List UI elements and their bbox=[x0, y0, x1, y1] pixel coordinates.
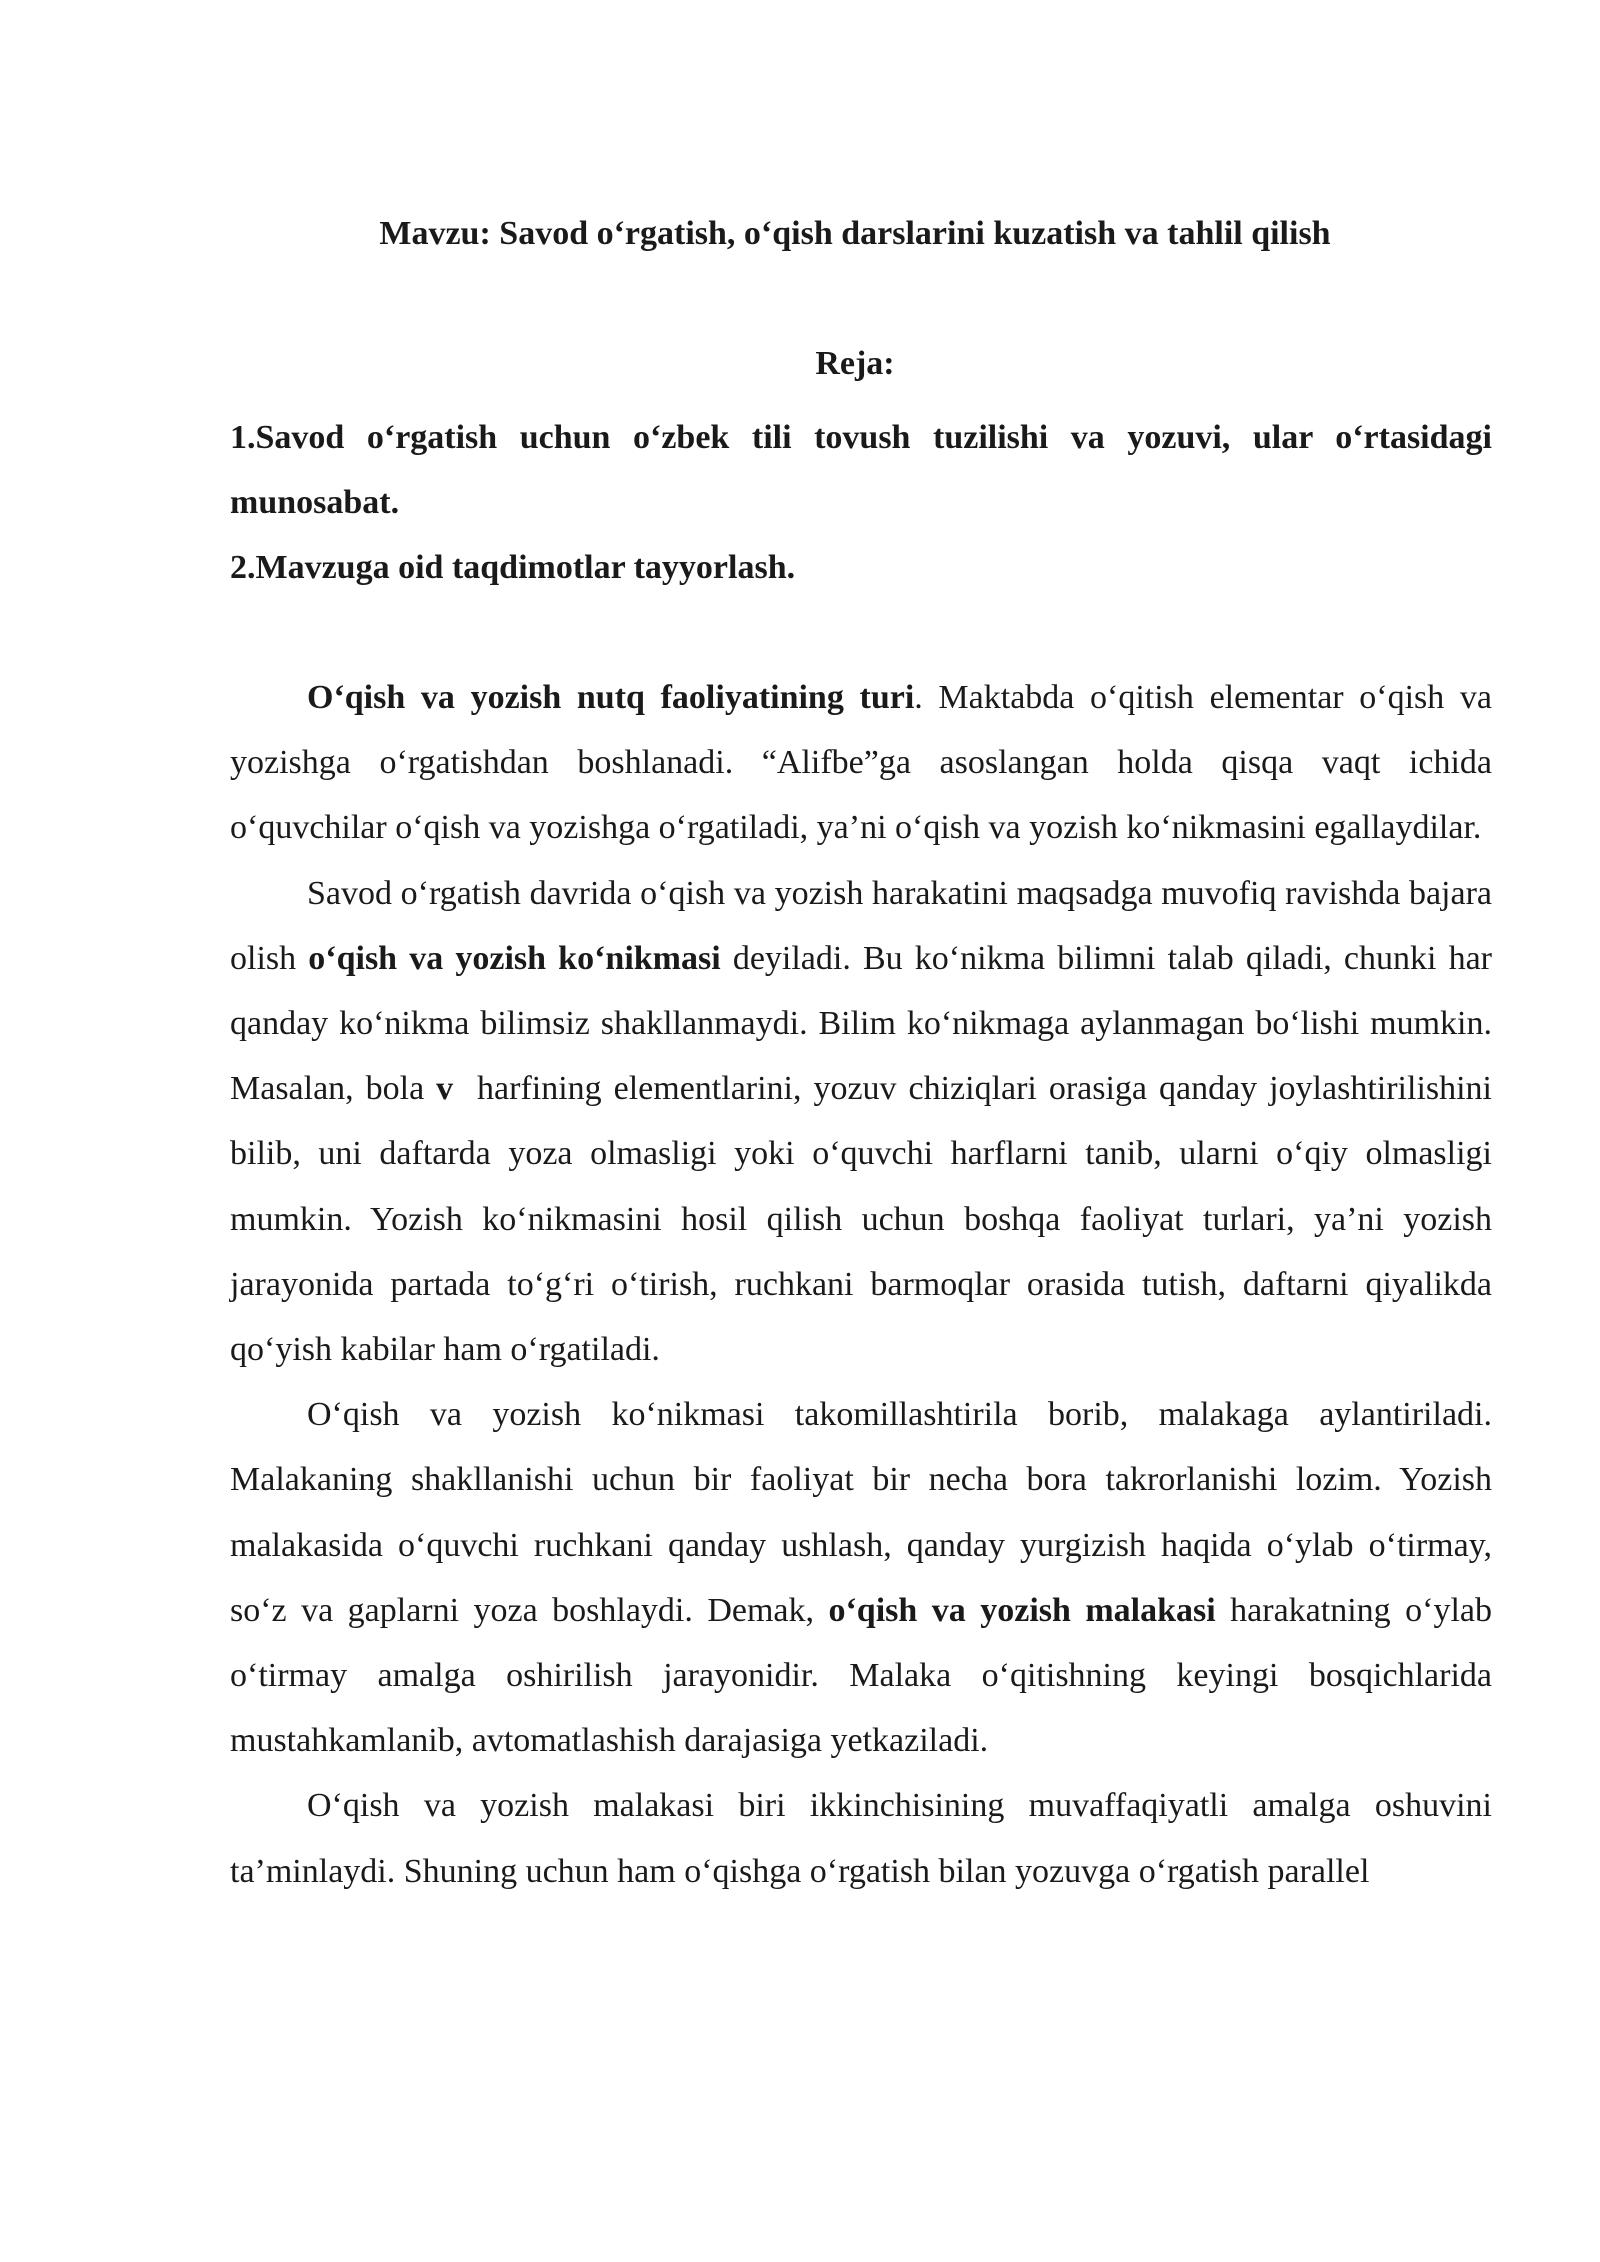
plan-heading: Reja: bbox=[815, 345, 895, 382]
body-text bbox=[230, 665, 1501, 1904]
paragraph-text: O‘qish va yozish ko‘nikmasi takomillashtirila borib, malakaga aylantiriladi. Malakaning shakllanishi uchun bir faoliyat bir necha bora takrorlanishi lozim. Yozish malakasida o‘quvchi ruchkani qanday ushlash, qanday yurgizish haqida o‘ylab o‘tirmay, so‘z va gaplarni yoza boshlaydi. Demak, bbox=[230, 1396, 1492, 1629]
paragraph-text: O‘qish va yozish malakasi biri ikkinchisining muvaffaqiyatli amalga oshuvini ta’minlaydi. Shuning uchun ham o‘qishga o‘rgatish bilan yozuvga o‘rgatish parallel bbox=[230, 1787, 1492, 1890]
paragraph-text: Savod o‘rgatish davrida o‘qish va yozish harakatini maqsadga muvofiq ravishda bajara olish bbox=[230, 874, 1492, 977]
bold-term: o‘qish va yozish ko‘nikmasi bbox=[308, 939, 721, 977]
paragraph-text: harakatning o‘ylab o‘tirmay amalga oshirilish jarayonidir. Malaka o‘qitishning keyingi bosqichlarida mustahkamlanib, avtomatlashish darajasiga yetkaziladi. bbox=[230, 1591, 1492, 1760]
paragraph-text: deyiladi. Bu ko‘nikma bilimni talab qiladi, chunki har qanday ko‘nikma bilimsiz shakllanmaydi. Bilim ko‘nikmaga aylanmagan bo‘lishi mumkin. Masalan, bola bbox=[230, 939, 1492, 1108]
paragraph-1 bbox=[230, 665, 1492, 861]
bold-letter: v bbox=[436, 1070, 454, 1108]
paragraph-4 bbox=[230, 1773, 1492, 1903]
plan-item: 2.Mavzuga oid taqdimotlar tayyorlash. bbox=[230, 549, 796, 586]
paragraph-text: . Maktabda o‘qitish elementar o‘qish va yozishga o‘rgatishdan boshlanadi. “Alifbe”ga asoslangan holda qisqa vaqt ichida o‘quvchilar o‘qish va yozishga o‘rgatiladi, ya’ni o‘qish va yozish ko‘nikmasini egallaydilar. bbox=[230, 679, 1492, 847]
bold-term: o‘qish va yozish malakasi bbox=[828, 1591, 1216, 1629]
plan-list bbox=[230, 405, 1492, 600]
paragraph-3 bbox=[230, 1382, 1492, 1773]
bold-term: O‘qish va yozish nutq faoliyatining turi bbox=[307, 679, 915, 716]
plan-item: 1.Savod o‘rgatish uchun o‘zbek tili tovush tuzilishi va yozuvi, ular o‘rtasidagi munosabat. bbox=[230, 419, 1492, 521]
page-title: Mavzu: Savod o‘rgatish, o‘qish darslarini kuzatish va tahlil qilish bbox=[379, 215, 1331, 252]
paragraph-text: harfining elementlarini, yozuv chiziqlari orasiga qanday joylashtirilishini bilib, uni daftarda yoza olmasligi yoki o‘quvchi harflarni tanib, ularni o‘qiy olmasligi mumkin. Yozish ko‘nikmasini hosil qilish uchun boshqa faoliyat turlari, ya’ni yozish jarayonida partada to‘g‘ri o‘tirish, ruchkani barmoqlar orasida tutish, daftarni qiyalikda qo‘yish kabilar ham o‘rgatiladi. bbox=[230, 1070, 1501, 1369]
paragraph-2 bbox=[230, 861, 1501, 1383]
